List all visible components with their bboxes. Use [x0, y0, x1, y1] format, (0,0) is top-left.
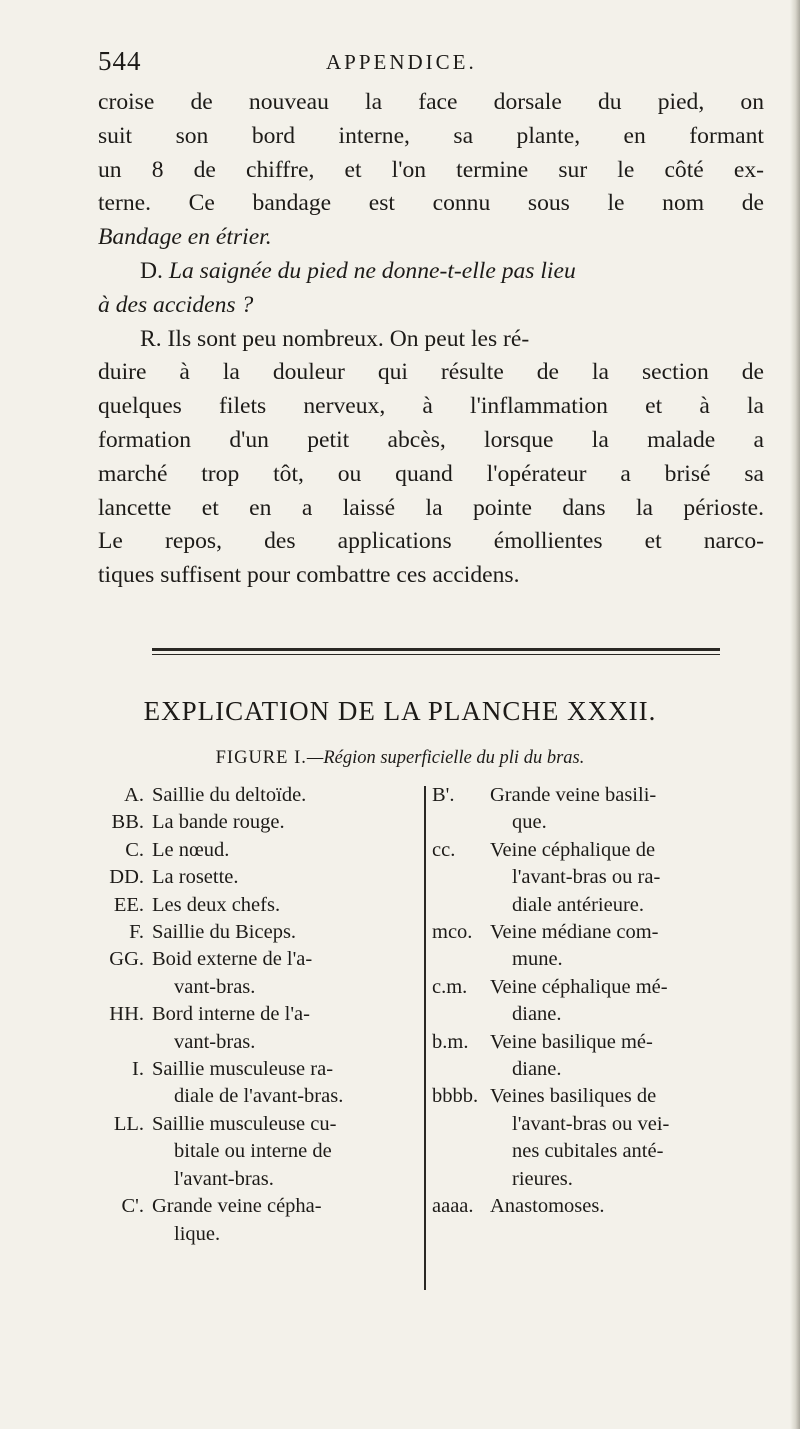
legend-entry: [90, 1111, 420, 1193]
section-rule: [152, 648, 720, 651]
answer-line: lancette et en a laissé la pointe dans la périoste.: [98, 494, 764, 521]
answer-line: Le repos, des applications émollientes et narco-: [98, 528, 764, 555]
figure-caption: [0, 748, 800, 769]
legend-text: que.: [512, 811, 547, 834]
page-edge: [790, 0, 800, 1429]
legend-key: C.: [125, 838, 144, 861]
legend-key: b.m.: [432, 1030, 469, 1053]
answer-line: [98, 323, 764, 357]
legend-text: La bande rouge.: [152, 811, 285, 834]
legend-entry: [432, 919, 762, 974]
legend-key: cc.: [432, 838, 456, 861]
figure-title: —Région superficielle du pli du bras.: [306, 748, 585, 768]
legend-text: Grande veine basili-: [490, 784, 657, 806]
legend-entry: [90, 1056, 420, 1111]
legend-text: mune.: [512, 948, 563, 971]
question-line: [98, 255, 764, 289]
answer-line: tiques suffisent pour combattre ces accidens.: [98, 562, 520, 589]
legend-text: Saillie musculeuse cu-: [152, 1112, 337, 1135]
legend-key: B'.: [432, 784, 455, 806]
legend-left-column: [90, 782, 420, 1248]
legend-text: diane.: [512, 1058, 562, 1081]
legend-right-column: [432, 782, 762, 1221]
legend-key: C'.: [121, 1195, 144, 1218]
answer-line: marché trop tôt, ou quand l'opérateur a brisé sa: [98, 460, 764, 487]
legend-key: BB.: [111, 811, 144, 834]
legend-text: Les deux chefs.: [152, 893, 281, 916]
text-line: un 8 de chiffre, et l'on termine sur le côté ex-: [98, 156, 764, 183]
legend-text: l'avant-bras.: [174, 1167, 274, 1190]
legend-entry: [432, 837, 762, 919]
legend-entry: [90, 892, 420, 919]
legend-text: nes cubitales anté-: [512, 1140, 664, 1163]
plate-title: EXPLICATION DE LA PLANCHE XXXII.: [143, 696, 657, 726]
section-rule: [152, 654, 720, 655]
legend-key: bbbb.: [432, 1085, 479, 1108]
question-text: à des accidens ?: [98, 291, 254, 318]
legend-key: A.: [124, 784, 144, 806]
legend-key: c.m.: [432, 975, 468, 998]
legend-text: rieures.: [512, 1167, 573, 1190]
bandage-name: Bandage en étrier.: [98, 224, 272, 251]
legend-text: Bord interne de l'a-: [152, 1003, 310, 1026]
page-number: 544: [98, 46, 142, 76]
legend-entry: [90, 946, 420, 1001]
question-line: [98, 289, 764, 323]
legend-key: LL.: [113, 1112, 144, 1135]
legend-text: bitale ou interne de: [174, 1140, 332, 1163]
legend-entry: [432, 1029, 762, 1084]
text-line: [98, 221, 764, 255]
legend-text: Saillie musculeuse ra-: [152, 1058, 334, 1081]
answer-line: formation d'un petit abcès, lorsque la malade a: [98, 426, 764, 453]
legend-text: diane.: [512, 1003, 562, 1026]
legend-text: diale antérieure.: [512, 893, 645, 916]
legend-entry: [432, 1083, 762, 1193]
legend-entry: [90, 809, 420, 836]
legend-key: I.: [132, 1058, 144, 1081]
legend-text: Anastomoses.: [490, 1195, 605, 1218]
running-head: [98, 46, 758, 76]
legend-entry: [90, 1193, 420, 1248]
text-line: croise de nouveau la face dorsale du pied, on: [98, 89, 764, 115]
text-line: suit son bord interne, sa plante, en formant: [98, 122, 764, 149]
legend-text: Veine médiane com-: [490, 921, 659, 944]
legend-text: diale de l'avant-bras.: [174, 1085, 344, 1108]
column-divider: [424, 786, 426, 1290]
legend-text: vant-bras.: [174, 1030, 256, 1053]
figure-label: FIGURE I.: [215, 748, 307, 768]
legend-text: Veine céphalique de: [490, 838, 656, 861]
legend-text: Saillie du Biceps.: [152, 921, 297, 944]
legend-text: Saillie du deltoïde.: [152, 784, 307, 806]
legend-key: EE.: [113, 893, 144, 916]
legend-text: vant-bras.: [174, 975, 256, 998]
body-text: [98, 86, 764, 593]
legend-entry: [432, 1193, 762, 1220]
legend-entry: [90, 1001, 420, 1056]
running-title: APPENDICE.: [326, 50, 477, 74]
text-line: terne. Ce bandage est connu sous le nom de: [98, 190, 764, 217]
legend-key: aaaa.: [432, 1195, 474, 1218]
legend-entry: [90, 782, 420, 809]
legend-text: La rosette.: [152, 866, 239, 889]
legend-entry: [432, 782, 762, 837]
legend-text: Veine céphalique mé-: [490, 975, 668, 998]
legend-text: Veines basiliques de: [490, 1085, 657, 1108]
legend-text: lique.: [174, 1222, 221, 1245]
legend-entry: [432, 974, 762, 1029]
legend-key: F.: [129, 921, 144, 944]
answer-line: quelques filets nerveux, à l'inflammation et à la: [98, 393, 764, 420]
answer-text: Ils sont peu nombreux. On peut les ré-: [167, 325, 530, 352]
legend-text: l'avant-bras ou vei-: [512, 1112, 670, 1135]
legend-text: Le nœud.: [152, 838, 230, 861]
legend-entry: [90, 919, 420, 946]
legend-entry: [90, 837, 420, 864]
answer-label: R.: [140, 325, 162, 352]
question-label: D.: [140, 257, 163, 284]
legend-key: HH.: [109, 1003, 144, 1026]
legend-key: DD.: [109, 866, 144, 889]
question-text: La saignée du pied ne donne-t-elle pas lieu: [168, 257, 576, 284]
legend-text: Grande veine cépha-: [152, 1195, 322, 1218]
answer-line: duire à la douleur qui résulte de la section de: [98, 359, 764, 386]
legend-entry: [90, 864, 420, 891]
legend-text: Boid externe de l'a-: [152, 948, 313, 971]
legend-key: GG.: [109, 948, 144, 971]
legend-key: mco.: [432, 921, 473, 944]
legend-text: l'avant-bras ou ra-: [512, 866, 661, 889]
legend-text: Veine basilique mé-: [490, 1030, 653, 1053]
